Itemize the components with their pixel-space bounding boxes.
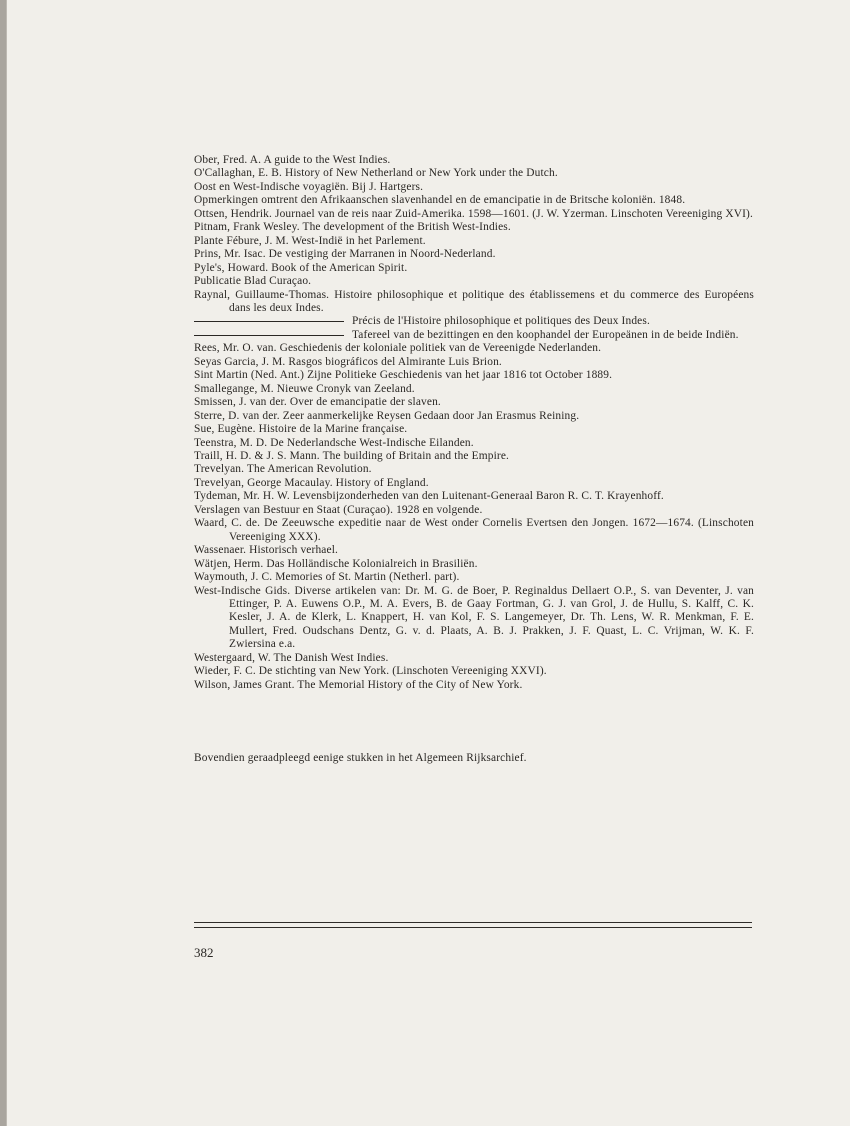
- page-number: 382: [194, 945, 214, 960]
- bibliography-entry: Prins, Mr. Isac. De vestiging der Marranen in Noord-Nederland.: [194, 248, 496, 261]
- bibliography-ditto-entry: [194, 315, 754, 328]
- bibliography-entry: Trevelyan. The American Revolution.: [194, 463, 372, 476]
- bibliography-entry: Sue, Eugène. Histoire de la Marine française.: [194, 423, 408, 436]
- bibliography-entry: Seyas Garcia, J. M. Rasgos biográficos del Almirante Luis Brion.: [194, 355, 502, 368]
- bibliography-entry: Smissen, J. van der. Over de emancipatie der slaven.: [194, 396, 441, 409]
- footer-rule-bottom: [194, 927, 752, 928]
- bibliography-entry: Teenstra, M. D. De Nederlandsche West-Indische Eilanden.: [194, 436, 474, 449]
- bibliography-entry: Westergaard, W. The Danish West Indies.: [194, 651, 389, 664]
- bibliography-entry: Wätjen, Herm. Das Holländische Kolonialreich in Brasiliën.: [194, 557, 478, 570]
- bibliography-entry: Wassenaer. Historisch verhael.: [194, 544, 339, 557]
- bibliography-entry: Sint Martin (Ned. Ant.) Zijne Politieke Geschiedenis van het jaar 1816 tot October 1889.: [194, 369, 613, 382]
- bibliography-entry: Wilson, James Grant. The Memorial History of the City of New York.: [194, 678, 523, 691]
- bibliography-entry: Sterre, D. van der. Zeer aanmerkelijke Reysen Gedaan door Jan Erasmus Reining.: [194, 409, 580, 422]
- bibliography-entry: West-Indische Gids. Diverse artikelen van: Dr. M. G. de Boer, P. Reginaldus Dellaert O.P., S. van Deventer, J. van Ettinger, P. A. Euwens O.P., M. A. Evers, B. de Gaay Fortman, G. J. van Grol, J. de Hullu, S. Kalff, C. K. Kesler, J. A. de Klerk, L. Knappert, H. van Kol, F. S. Langemeyer, Dr. Th. Lens, W. R. Menkman, F. E. Mullert, Fred. Oudschans Dentz, G. v. d. Plaats, A. B. J. Prakken, J. F. Quast, L. C. Vrijman, W. K. F. Zwiersina e.a.: [194, 584, 754, 651]
- ditto-dash: [194, 321, 344, 322]
- bibliography-entry: O'Callaghan, E. B. History of New Netherland or New York under the Dutch.: [194, 167, 558, 180]
- bibliography-entry: Waymouth, J. C. Memories of St. Martin (Netherl. part).: [194, 571, 460, 584]
- bibliography-entry: Tydeman, Mr. H. W. Levensbijzonderheden van den Luitenant-Generaal Baron R. C. T. Krayenhoff.: [194, 490, 664, 503]
- bibliography-entry: Trevelyan, George Macaulay. History of England.: [194, 476, 429, 489]
- footer-rule-top: [194, 922, 752, 923]
- bibliography-entry: Smallegange, M. Nieuwe Cronyk van Zeeland.: [194, 382, 415, 395]
- bibliography-entry: Raynal, Guillaume-Thomas. Histoire philosophique et politique des établissemens et du commerce des Européens dans les deux Indes.: [194, 288, 754, 314]
- bibliography-entry: Ober, Fred. A. A guide to the West Indies.: [194, 154, 391, 166]
- bibliography-entry: Opmerkingen omtrent den Afrikaanschen slavenhandel en de emancipatie in de Britsche koloniën. 1848.: [194, 194, 686, 207]
- closing-note: Bovendien geraadpleegd eenige stukken in het Algemeen Rijksarchief.: [194, 752, 527, 764]
- bibliography-ditto-entry: [194, 329, 754, 342]
- bibliography-entry: Rees, Mr. O. van. Geschiedenis der koloniale politiek van de Vereenigde Nederlanden.: [194, 342, 602, 355]
- bibliography-entry: Plante Fébure, J. M. West-Indië in het Parlement.: [194, 234, 426, 247]
- bibliography-entry: Ottsen, Hendrik. Journael van de reis naar Zuid-Amerika. 1598—1601. (J. W. Yzerman. Linschoten Vereeniging XVI).: [194, 207, 753, 220]
- bibliography-list: [194, 154, 754, 692]
- bibliography-entry: Pyle's, Howard. Book of the American Spirit.: [194, 261, 408, 274]
- ditto-entry-text: Tafereel van de bezittingen en den koophandel der Europeänen in de beide Indiën.: [352, 328, 739, 341]
- bibliography-entry: Pitnam, Frank Wesley. The development of the British West-Indies.: [194, 221, 511, 234]
- bibliography-entry: Verslagen van Bestuur en Staat (Curaçao). 1928 en volgende.: [194, 503, 483, 516]
- bibliography-entry: Publicatie Blad Curaçao.: [194, 275, 312, 288]
- bibliography-entry: Oost en West-Indische voyagiën. Bij J. Hartgers.: [194, 180, 424, 193]
- bibliography-entry: Wieder, F. C. De stichting van New York. (Linschoten Vereeniging XXVI).: [194, 665, 547, 678]
- bibliography-entry: Traill, H. D. & J. S. Mann. The building of Britain and the Empire.: [194, 449, 510, 462]
- bibliography-entry: Waard, C. de. De Zeeuwsche expeditie naar de West onder Cornelis Evertsen den Jongen. 1672—1674. (Linschoten Vereeniging XXX).: [194, 517, 754, 543]
- ditto-entry-text: Précis de l'Histoire philosophique et politiques des Deux Indes.: [352, 315, 650, 328]
- ditto-dash: [194, 335, 344, 336]
